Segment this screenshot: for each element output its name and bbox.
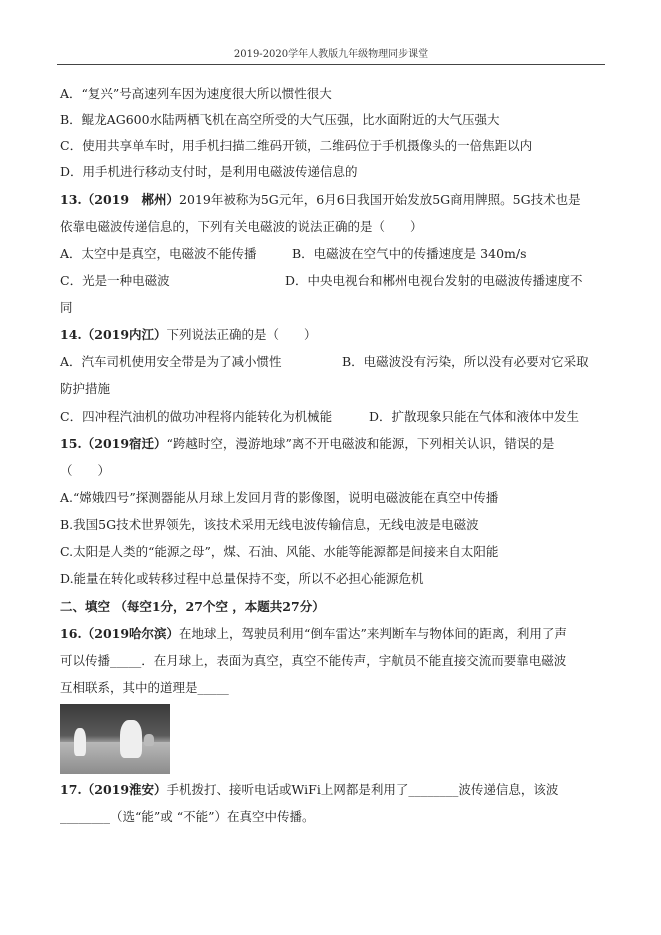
q15-stem-text: “跨越时空，漫游地球”离不开电磁波和能源，下列相关认识，错误的是 xyxy=(166,436,555,451)
q13-stem-line1 xyxy=(60,192,608,208)
q13-option-d-cont: 同 xyxy=(60,300,73,315)
q17-number: 17.（2019淮安） xyxy=(60,782,167,797)
q14-options-cd xyxy=(60,409,608,425)
q15-number: 15.（2019宿迁） xyxy=(60,436,167,451)
q14-option-b-cont: 防护措施 xyxy=(60,381,111,396)
q16-text: 在地球上，驾驶员利用“倒车雷达”来判断车与物体间的距离，利用了声 xyxy=(179,626,567,641)
q14-stem-text: 下列说法正确的是（ ） xyxy=(166,327,317,342)
q14-option-d: D．扩散现象只能在气体和液体中发生 xyxy=(369,409,580,424)
q14-option-a: A．汽车司机使用安全带是为了减小惯性 xyxy=(60,354,282,369)
q17-line1 xyxy=(60,782,608,798)
q13-stem-line2: 依靠电磁波传递信息的，下列有关电磁波的说法正确的是（ ） xyxy=(60,219,423,234)
q12-option-d: D．用手机进行移动支付时，是利用电磁波传递信息的 xyxy=(60,164,358,179)
q13-option-a: A．太空中是真空，电磁波不能传播 xyxy=(60,246,257,261)
q13-option-b: B．电磁波在空气中的传播速度是 340m/s xyxy=(292,246,527,261)
q13-options-cd xyxy=(60,273,608,289)
q14-stem xyxy=(60,327,608,343)
q12-option-a: A．“复兴”号高速列车因为速度很大所以惯性很大 xyxy=(60,86,332,101)
q16-line1 xyxy=(60,626,608,642)
q16-line3: 互相联系，其中的道理是_____ xyxy=(60,680,229,695)
q15-option-c: C.太阳是人类的“能源之母”，煤、石油、风能、水能等能源都是间接来自太阳能 xyxy=(60,544,499,559)
section-2-heading: 二、填空 （每空1分，27个空 ，本题共27分） xyxy=(60,599,325,614)
q14-option-c: C．四冲程汽油机的做功冲程将内能转化为机械能 xyxy=(60,409,333,424)
q13-option-d: D．中央电视台和郴州电视台发射的电磁波传播速度不 xyxy=(285,273,583,288)
q12-option-c: C．使用共享单车时，用手机扫描二维码开锁，二维码位于手机摄像头的一倍焦距以内 xyxy=(60,138,533,153)
page-header: 2019-2020学年人教版九年级物理同步课堂 xyxy=(57,45,605,65)
q12-option-b: B．鲲龙AG600水陆两栖飞机在高空所受的大气压强，比水面附近的大气压强大 xyxy=(60,112,500,127)
astronaut-on-moon-image xyxy=(60,704,170,774)
q13-number: 13.（2019 郴州） xyxy=(60,192,180,207)
q17-line2: ________（选“能”或 “不能”）在真空中传播。 xyxy=(60,809,315,824)
q13-option-c: C．光是一种电磁波 xyxy=(60,273,170,288)
q17-text: 手机拨打、接听电话或WiFi上网都是利用了________波传递信息，该波 xyxy=(166,782,559,797)
q13-stem-text: 2019年被称为5G元年，6月6日我国开始发放5G商用牌照。5G技术也是 xyxy=(179,192,581,207)
q14-option-b: B．电磁波没有污染，所以没有必要对它采取 xyxy=(342,354,589,369)
q14-options-ab xyxy=(60,354,608,370)
q16-number: 16.（2019哈尔滨） xyxy=(60,626,180,641)
q15-option-d: D.能量在转化或转移过程中总量保持不变，所以不必担心能源危机 xyxy=(60,571,424,586)
q16-line2: 可以传播_____．在月球上，表面为真空，真空不能传声，宇航员不能直接交流而要靠电磁波 xyxy=(60,653,567,668)
q13-options-ab xyxy=(60,246,608,262)
q15-stem-line2: （ ） xyxy=(60,463,111,478)
q15-stem-line1 xyxy=(60,436,608,452)
q15-option-a: A.“嫦娥四号”探测器能从月球上发回月背的影像图，说明电磁波能在真空中传播 xyxy=(60,490,499,505)
q14-number: 14.（2019内江） xyxy=(60,327,167,342)
q15-option-b: B.我国5G技术世界领先，该技术采用无线电波传输信息，无线电波是电磁波 xyxy=(60,517,479,532)
